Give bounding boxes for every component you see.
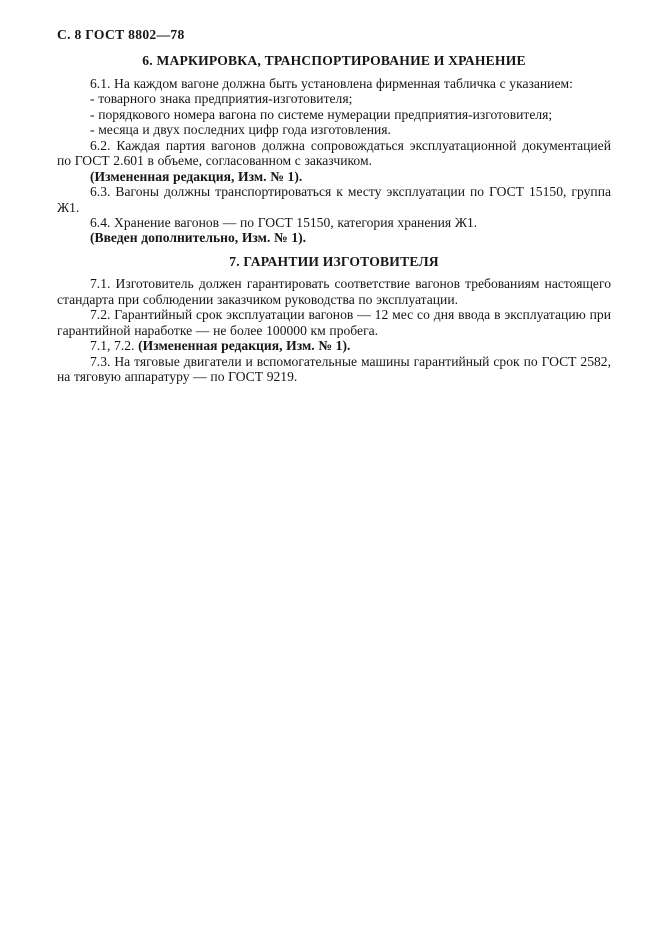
paragraph-7-3-text: 7.3. На тяговые двигатели и вспомогательные машины гарантийный срок по ГОСТ 2582, на тяговую аппаратуру — по ГОСТ 9219.	[57, 353, 611, 385]
list-item-serial-number	[57, 107, 611, 122]
amendment-note-3-prefix: 7.1, 7.2.	[90, 338, 139, 354]
paragraph-6-3	[57, 184, 611, 215]
list-item-trademark-text: - товарного знака предприятия-изготовителя;	[90, 91, 353, 107]
section-7-title: 7. ГАРАНТИИ ИЗГОТОВИТЕЛЯ	[229, 253, 439, 269]
amendment-note-3	[57, 338, 611, 353]
paragraph-7-3	[57, 354, 611, 385]
list-item-date-text: - месяца и двух последних цифр года изготовления.	[90, 122, 391, 138]
amendment-note-1	[57, 169, 611, 184]
list-item-trademark	[57, 91, 611, 106]
list-item-date	[57, 122, 611, 137]
section-6	[57, 53, 611, 245]
amendment-note-2-text: (Введен дополнительно, Изм. № 1).	[90, 230, 307, 246]
amendment-note-2	[57, 230, 611, 245]
paragraph-6-4	[57, 215, 611, 230]
list-item-serial-number-text: - порядкового номера вагона по системе нумерации предприятия-изготовителя;	[90, 106, 553, 122]
section-6-title: 6. МАРКИРОВКА, ТРАНСПОРТИРОВАНИЕ И ХРАНЕНИЕ	[142, 53, 526, 69]
amendment-note-3-text: (Измененная редакция, Изм. № 1).	[138, 338, 351, 354]
paragraph-7-2-text: 7.2. Гарантийный срок эксплуатации вагонов — 12 мес со дня ввода в эксплуатацию при гарантийной наработке — не более 100000 км пробега.	[57, 307, 611, 338]
paragraph-6-2	[57, 138, 611, 169]
section-7	[57, 254, 611, 385]
page-header: С. 8 ГОСТ 8802—78	[57, 27, 185, 42]
paragraph-6-3-text: 6.3. Вагоны должны транспортироваться к месту эксплуатации по ГОСТ 15150, группа Ж1.	[57, 184, 611, 215]
paragraph-7-2	[57, 307, 611, 338]
paragraph-6-2-text: 6.2. Каждая партия вагонов должна сопровождаться эксплуатационной документацией по ГОСТ 2.601 в объеме, согласованном с заказчиком.	[57, 137, 611, 169]
paragraph-6-4-text: 6.4. Хранение вагонов — по ГОСТ 15150, категория хранения Ж1.	[90, 214, 478, 230]
paragraph-7-1	[57, 276, 611, 307]
paragraph-6-1-text: 6.1. На каждом вагоне должна быть установлена фирменная табличка с указанием:	[90, 75, 573, 91]
paragraph-7-1-text: 7.1. Изготовитель должен гарантировать соответствие вагонов требованиям настоящего стандарта при соблюдении заказчиком руководства по эксплуатации.	[57, 276, 611, 307]
amendment-note-1-text: (Измененная редакция, Изм. № 1).	[90, 168, 303, 184]
paragraph-6-1	[57, 76, 611, 91]
